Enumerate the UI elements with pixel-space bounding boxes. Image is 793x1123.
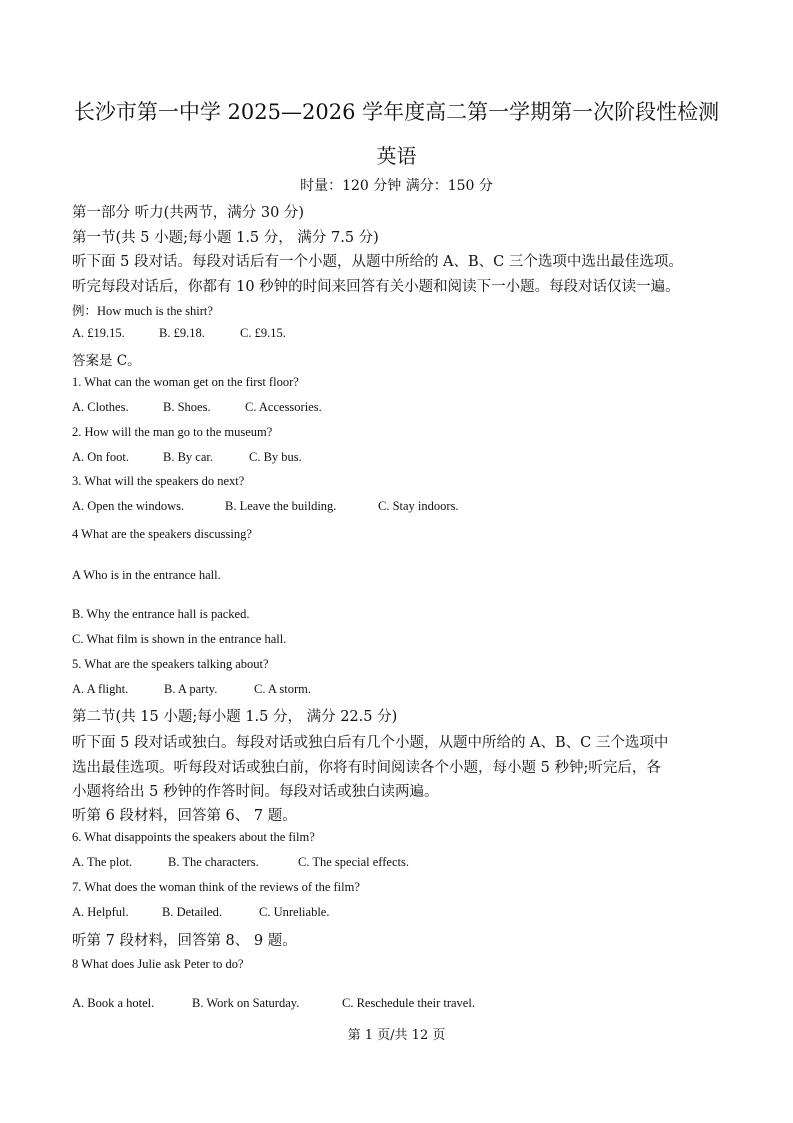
subject-heading: 英语	[376, 144, 417, 168]
option-b: B. Shoes.	[163, 400, 211, 414]
section2-heading: 第二节(共 15 小题;每小题 1.5 分， 满分 22.5 分)	[72, 709, 398, 725]
question-3: 3. What will the speakers do next?	[72, 474, 245, 488]
option-c: C. The special effects.	[298, 855, 409, 869]
option-b: B. Detailed.	[162, 905, 223, 919]
option-c: C. Stay indoors.	[378, 499, 459, 513]
exam-meta: 时量：120 分钟 满分：150 分	[300, 178, 493, 194]
material-7-heading: 听第 7 段材料，回答第 8、 9 题。	[72, 933, 297, 949]
question-3-options	[72, 499, 459, 514]
option-a: A. A flight.	[72, 682, 129, 696]
option-a: A. Open the windows.	[72, 499, 185, 513]
section1-heading: 第一节(共 5 小题;每小题 1.5 分， 满分 7.5 分)	[72, 230, 379, 246]
part1-heading: 第一部分 听力(共两节，满分 30 分)	[72, 205, 305, 221]
option-b: B. Leave the building.	[225, 499, 337, 513]
question-2-options	[72, 450, 302, 465]
section1-instructions-1: 听下面 5 段对话。每段对话后有一个小题，从题中所给的 A、B、C 三个选项中选出最佳选项。	[72, 254, 683, 270]
question-8: 8 What does Julie ask Peter to do?	[72, 957, 244, 971]
option-b: B. The characters.	[168, 855, 259, 869]
option-a: A. The plot.	[72, 855, 133, 869]
option-a: A. Book a hotel.	[72, 996, 155, 1010]
question-7-options	[72, 905, 329, 920]
section2-instructions-3: 小题将给出 5 秒钟的作答时间。每段对话或独白读两遍。	[72, 784, 439, 800]
option-c: C. By bus.	[249, 450, 302, 464]
example-answer: 答案是 C。	[72, 353, 141, 369]
option-b: B. £9.18.	[159, 326, 205, 340]
section2-instructions-2: 选出最佳选项。听每段对话或独白前，你将有时间阅读各个小题，每小题 5 秒钟;听完后，各	[72, 760, 661, 776]
option-c: C. Accessories.	[245, 400, 322, 414]
question-4-option-a: A Who is in the entrance hall.	[72, 568, 221, 582]
option-c: C. £9.15.	[240, 326, 286, 340]
page-footer: 第 1 页/共 12 页	[347, 1028, 446, 1043]
option-c: C. Unreliable.	[259, 905, 330, 919]
option-b: B. A party.	[164, 682, 218, 696]
question-8-options	[72, 996, 475, 1011]
question-5: 5. What are the speakers talking about?	[72, 657, 269, 671]
section1-instructions-2: 听完每段对话后，你都有 10 秒钟的时间来回答有关小题和阅读下一小题。每段对话仅读一遍。	[72, 279, 680, 295]
question-1-options	[72, 400, 322, 415]
question-6: 6. What disappoints the speakers about the film?	[72, 830, 315, 844]
option-c: C. Reschedule their travel.	[342, 996, 475, 1010]
option-b: B. By car.	[163, 450, 213, 464]
question-5-options	[72, 682, 311, 697]
option-c: C. A storm.	[254, 682, 311, 696]
option-b: B. Work on Saturday.	[192, 996, 300, 1010]
question-7: 7. What does the woman think of the reviews of the film?	[72, 880, 360, 894]
question-4-option-b: B. Why the entrance hall is packed.	[72, 607, 250, 621]
document-title: 长沙市第一中学 2025—2026 学年度高二第一学期第一次阶段性检测	[73, 100, 720, 124]
option-a: A. Clothes.	[72, 400, 129, 414]
question-6-options	[72, 855, 409, 870]
example-options	[72, 326, 286, 341]
option-a: A. £19.15.	[72, 326, 125, 340]
question-4-option-c: C. What film is shown in the entrance hall.	[72, 632, 287, 646]
question-4: 4 What are the speakers discussing?	[72, 527, 252, 541]
question-2: 2. How will the man go to the museum?	[72, 425, 273, 439]
example-question: 例：How much is the shirt?	[72, 304, 213, 318]
option-a: A. Helpful.	[72, 905, 129, 919]
material-6-heading: 听第 6 段材料，回答第 6、 7 题。	[72, 808, 297, 824]
option-a: A. On foot.	[72, 450, 129, 464]
question-1: 1. What can the woman get on the first floor?	[72, 375, 299, 389]
section2-instructions-1: 听下面 5 段对话或独白。每段对话或独白后有几个小题，从题中所给的 A、B、C 三个选项中	[72, 735, 669, 751]
